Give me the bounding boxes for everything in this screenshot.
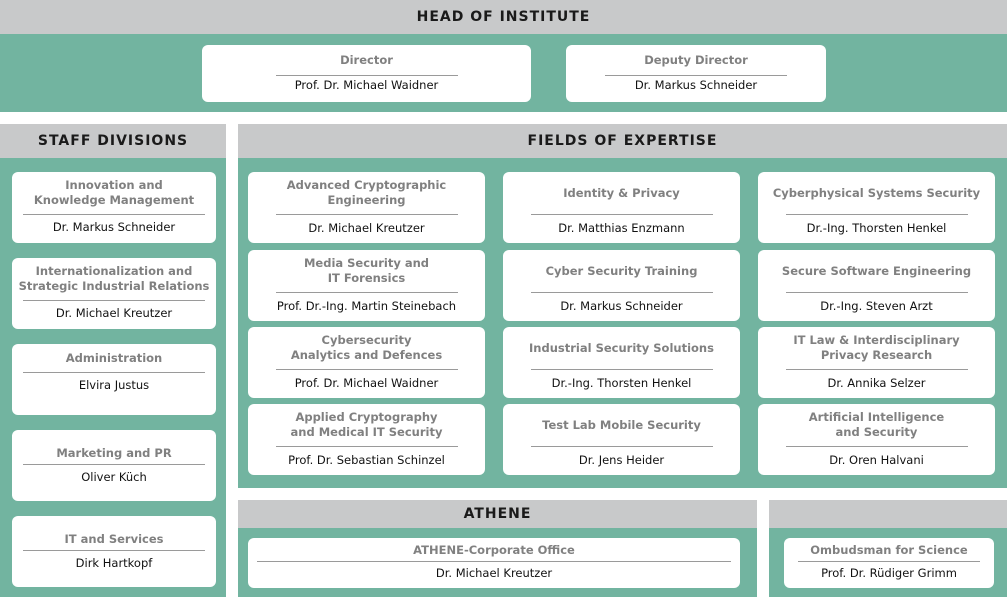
staff-division-card [12,430,216,501]
ombudsman-card [784,538,994,588]
divider [23,214,205,215]
divider [786,214,968,215]
expertise-card [248,327,485,398]
staff-division-name: Elvira Justus [78,378,150,392]
divider [276,292,458,293]
director-name: Prof. Dr. Michael Waidner [294,78,439,92]
expertise-card [248,250,485,321]
divider [257,561,731,562]
divider [276,446,458,447]
expertise-name: Dr. Michael Kreutzer [308,221,425,235]
head-of-institute-header: HEAD OF INSTITUTE [0,0,1007,34]
staff-division-card [12,516,216,587]
expertise-role: Cybersecurity Analytics and Defences [290,333,443,362]
divider [531,292,713,293]
staff-division-role: Administration [65,350,163,365]
ombudsman-name: Prof. Dr. Rüdiger Grimm [821,566,957,580]
expertise-name: Dr.-Ing. Thorsten Henkel [806,221,947,235]
divider [276,369,458,370]
expertise-card [758,327,995,398]
staff-division-card [12,258,216,329]
expertise-name: Dr. Oren Halvani [829,453,924,467]
divider [23,372,205,373]
expertise-role: Advanced Cryptographic Engineering [286,178,447,207]
expertise-role: Media Security and IT Forensics [303,256,430,285]
expertise-card [758,172,995,243]
divider [786,369,968,370]
expertise-role: IT Law & Interdisciplinary Privacy Research [793,333,960,362]
expertise-card [503,327,740,398]
staff-division-name: Dr. Markus Schneider [52,220,176,234]
staff-division-name: Dr. Michael Kreutzer [55,306,173,320]
expertise-card [503,172,740,243]
athene-office-name: Dr. Michael Kreutzer [435,566,553,580]
expertise-name: Prof. Dr.-Ing. Martin Steinebach [276,299,457,313]
director-card [202,45,531,102]
expertise-role: Secure Software Engineering [781,263,972,278]
expertise-name: Prof. Dr. Michael Waidner [294,376,439,390]
staff-division-name: Oliver Küch [81,470,147,484]
expertise-role: Cyberphysical Systems Security [772,185,981,200]
expertise-role: Identity & Privacy [563,185,680,200]
expertise-role: Industrial Security Solutions [529,340,714,355]
deputy-director-name: Dr. Markus Schneider [634,78,758,92]
deputy-director-card [566,45,826,102]
expertise-name: Dr. Annika Selzer [827,376,926,390]
athene-office-role: ATHENE-Corporate Office [413,543,575,557]
expertise-name: Dr. Matthias Enzmann [558,221,685,235]
expertise-card [248,172,485,243]
divider [786,446,968,447]
staff-division-role: IT and Services [64,531,164,546]
staff-divisions-header: STAFF DIVISIONS [0,124,226,158]
divider [23,550,205,551]
staff-division-role: Marketing and PR [56,445,172,460]
expertise-role: Test Lab Mobile Security [542,417,701,432]
fields-of-expertise-header: FIELDS OF EXPERTISE [238,124,1007,158]
expertise-name: Prof. Dr. Sebastian Schinzel [288,453,445,467]
divider [276,214,458,215]
divider [605,75,787,76]
expertise-name: Dr. Jens Heider [578,453,665,467]
deputy-director-role: Deputy Director [644,52,748,67]
ombudsman-role: Ombudsman for Science [810,543,968,557]
divider [798,561,980,562]
expertise-role: Artificial Intelligence and Security [808,410,945,439]
divider [23,300,205,301]
expertise-role: Applied Cryptography and Medical IT Security [290,410,443,439]
staff-division-name: Dirk Hartkopf [75,556,153,570]
athene-header: ATHENE [238,500,757,528]
expertise-name: Dr.-Ing. Thorsten Henkel [551,376,692,390]
divider [23,464,205,465]
expertise-role: Cyber Security Training [545,263,698,278]
divider [276,75,458,76]
staff-division-card [12,172,216,243]
divider [531,369,713,370]
divider [786,292,968,293]
expertise-card [248,404,485,475]
divider [531,446,713,447]
expertise-name: Dr.-Ing. Steven Arzt [820,299,933,313]
expertise-card [503,250,740,321]
staff-division-role: Internationalization and Strategic Industrial Relations [18,264,210,293]
staff-division-role: Innovation and Knowledge Management [33,178,195,207]
staff-division-card [12,344,216,415]
expertise-name: Dr. Markus Schneider [560,299,683,313]
ombudsman-header [769,500,1007,528]
expertise-card [503,404,740,475]
divider [531,214,713,215]
director-role: Director [340,52,393,67]
athene-office-card [248,538,740,588]
expertise-card [758,250,995,321]
expertise-card [758,404,995,475]
